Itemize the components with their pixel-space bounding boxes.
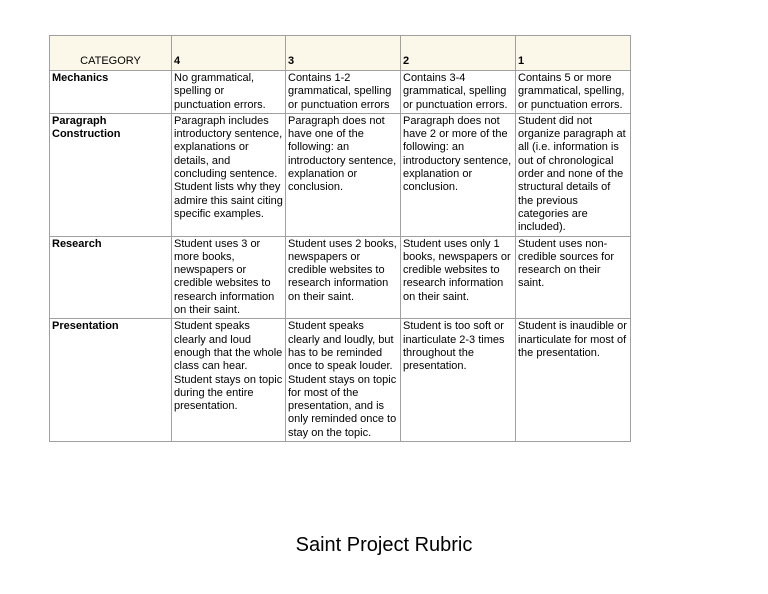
table-cell: Contains 5 or more grammatical, spelling, or punctuation errors. [516, 71, 631, 114]
table-row [50, 319, 631, 442]
table-cell: Student uses 3 or more books, newspapers or credible websites to research information on their saint. [172, 236, 286, 319]
table-cell: Contains 1-2 grammatical, spelling or punctuation errors [286, 71, 401, 114]
table-row [50, 113, 631, 236]
table-cell: Student is too soft or inarticulate 2-3 times throughout the presentation. [401, 319, 516, 442]
table-cell: Student uses 2 books, newspapers or credible websites to research information on their saint. [286, 236, 401, 319]
header-score-4: 4 [172, 36, 286, 71]
table-cell: Student is inaudible or inarticulate for most of the presentation. [516, 319, 631, 442]
table-cell: Student uses non-credible sources for research on their saint. [516, 236, 631, 319]
rubric-table [49, 35, 631, 442]
table-row [50, 236, 631, 319]
header-score-3: 3 [286, 36, 401, 71]
table-cell: Contains 3-4 grammatical, spelling or punctuation errors. [401, 71, 516, 114]
header-score-2: 2 [401, 36, 516, 71]
table-cell: Paragraph includes introductory sentence, explanations or details, and concluding sentence. Student lists why they admire this saint citing specific examples. [172, 113, 286, 236]
table-cell: Student speaks clearly and loudly, but has to be reminded once to speak louder. Student stays on topic for most of the presentation, and is only reminded once to stay on the topic. [286, 319, 401, 442]
table-cell: Student uses only 1 books, newspapers or credible websites to research information on their saint. [401, 236, 516, 319]
row-category-paragraph-construction: Paragraph Construction [50, 113, 172, 236]
header-category: CATEGORY [50, 36, 172, 71]
row-category-mechanics: Mechanics [50, 71, 172, 114]
table-cell: No grammatical, spelling or punctuation errors. [172, 71, 286, 114]
table-cell: Student did not organize paragraph at all (i.e. information is out of chronological order and none of the structural details of the previous categories are included). [516, 113, 631, 236]
table-cell: Paragraph does not have 2 or more of the following: an introductory sentence, explanation or conclusion. [401, 113, 516, 236]
page-title: Saint Project Rubric [295, 534, 473, 556]
row-category-research: Research [50, 236, 172, 319]
table-row [50, 71, 631, 114]
table-cell: Paragraph does not have one of the following: an introductory sentence, explanation or conclusion. [286, 113, 401, 236]
header-row [50, 36, 631, 71]
table-cell: Student speaks clearly and loud enough that the whole class can hear. Student stays on topic during the entire presentation. [172, 319, 286, 442]
row-category-presentation: Presentation [50, 319, 172, 442]
header-score-1: 1 [516, 36, 631, 71]
